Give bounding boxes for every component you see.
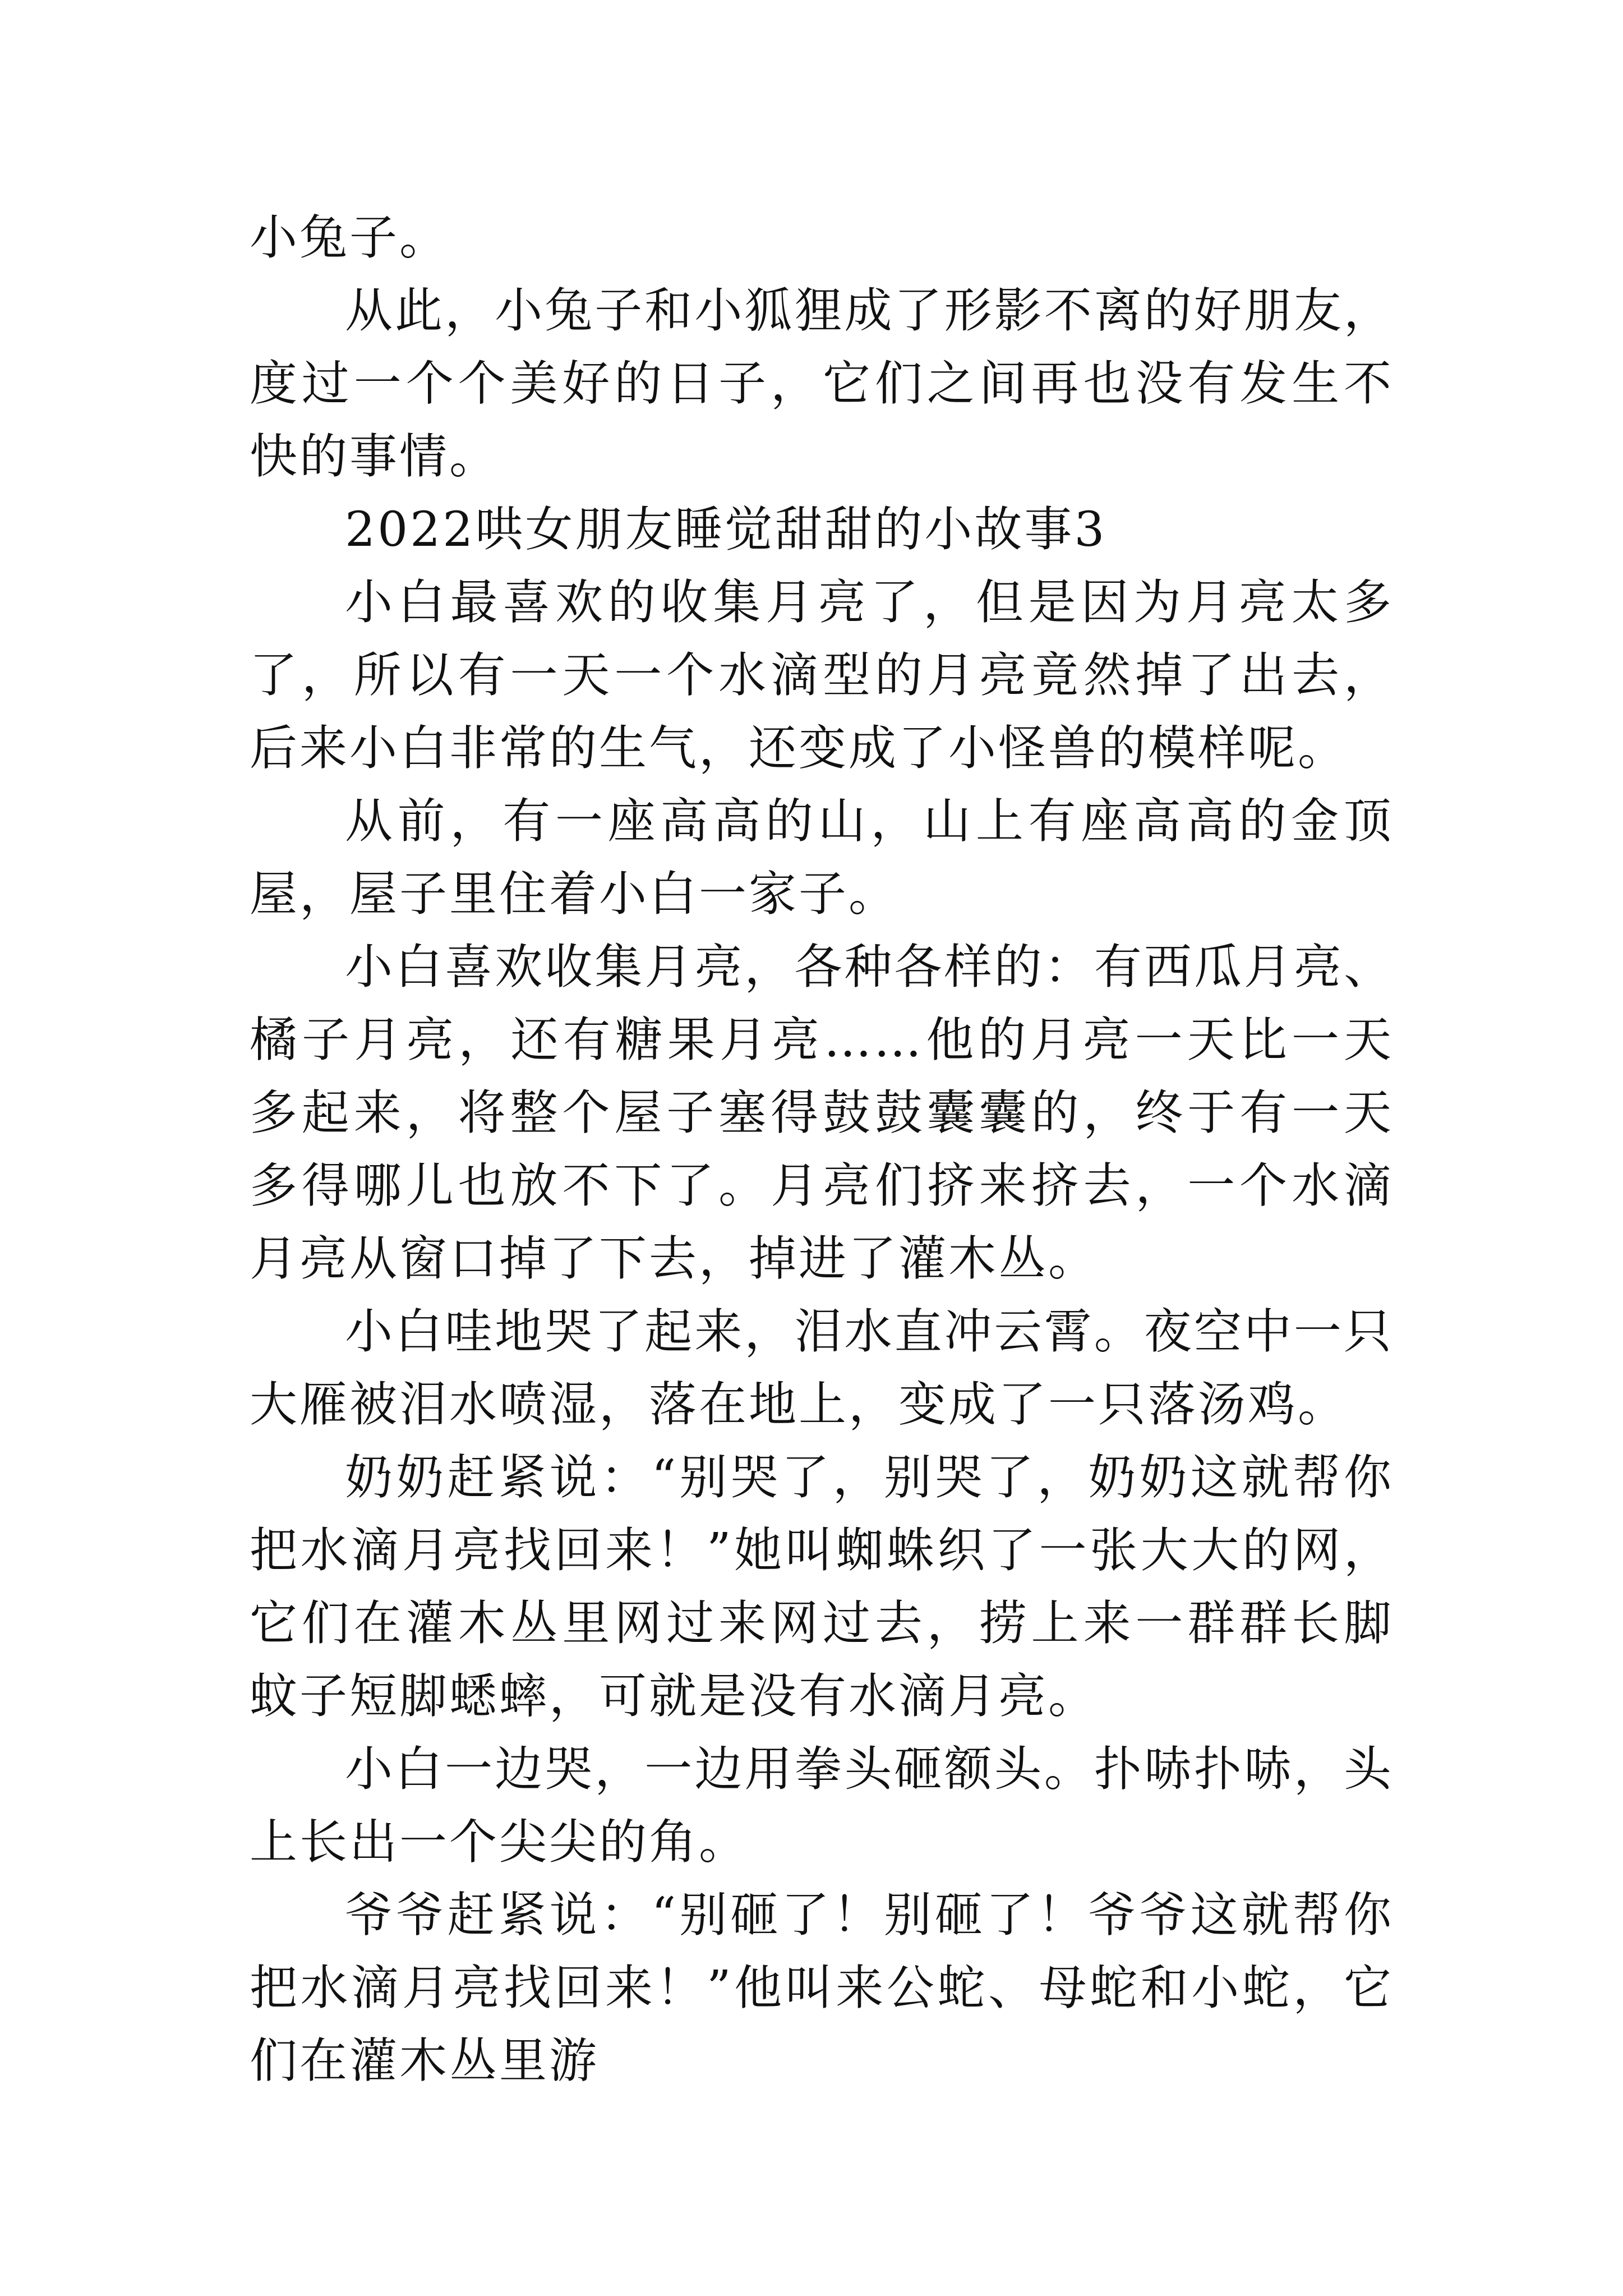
paragraph-6: 小白喜欢收集月亮，各种各样的：有西瓜月亮、橘子月亮，还有糖果月亮……他的月亮一天比一天多起来，将整个屋子塞得鼓鼓囊囊的，终于有一天多得哪儿也放不下了。月亮们挤来挤去，一个水滴月亮从窗口掉了下去，掉进了灌木丛。: [250, 940, 1394, 1287]
paragraph-10: 爷爷赶紧说：“别砸了！别砸了！爷爷这就帮你把水滴月亮找回来！”他叫来公蛇、母蛇和小蛇，它们在灌木丛里游: [250, 1888, 1394, 2089]
paragraph-1: 小兔子。: [250, 210, 450, 266]
paragraph-9: 小白一边哭，一边用拳头砸额头。扑哧扑哧，头上长出一个尖尖的角。: [250, 1742, 1394, 1870]
paragraph-7: 小白哇地哭了起来，泪水直冲云霄。夜空中一只大雁被泪水喷湿，落在地上，变成了一只落汤鸡。: [250, 1304, 1394, 1433]
paragraph-5: 从前，有一座高高的山，山上有座高高的金顶屋，屋子里住着小白一家子。: [250, 794, 1394, 922]
paragraph-4: 小白最喜欢的收集月亮了，但是因为月亮太多了，所以有一天一个水滴型的月亮竟然掉了出去，后来小白非常的生气，还变成了小怪兽的模样呢。: [250, 575, 1394, 776]
paragraph-2: 从此，小兔子和小狐狸成了形影不离的好朋友，度过一个个美好的日子，它们之间再也没有发生不快的事情。: [250, 283, 1394, 485]
paragraph-8: 奶奶赶紧说：“别哭了，别哭了，奶奶这就帮你把水滴月亮找回来！”她叫蜘蛛织了一张大大的网，它们在灌木丛里网过来网过去，捞上来一群群长脚蚊子短脚蟋蟀，可就是没有水滴月亮。: [250, 1450, 1394, 1724]
document-body: [250, 202, 1394, 2098]
story-heading: 2022哄女朋友睡觉甜甜的小故事3: [345, 502, 1107, 558]
